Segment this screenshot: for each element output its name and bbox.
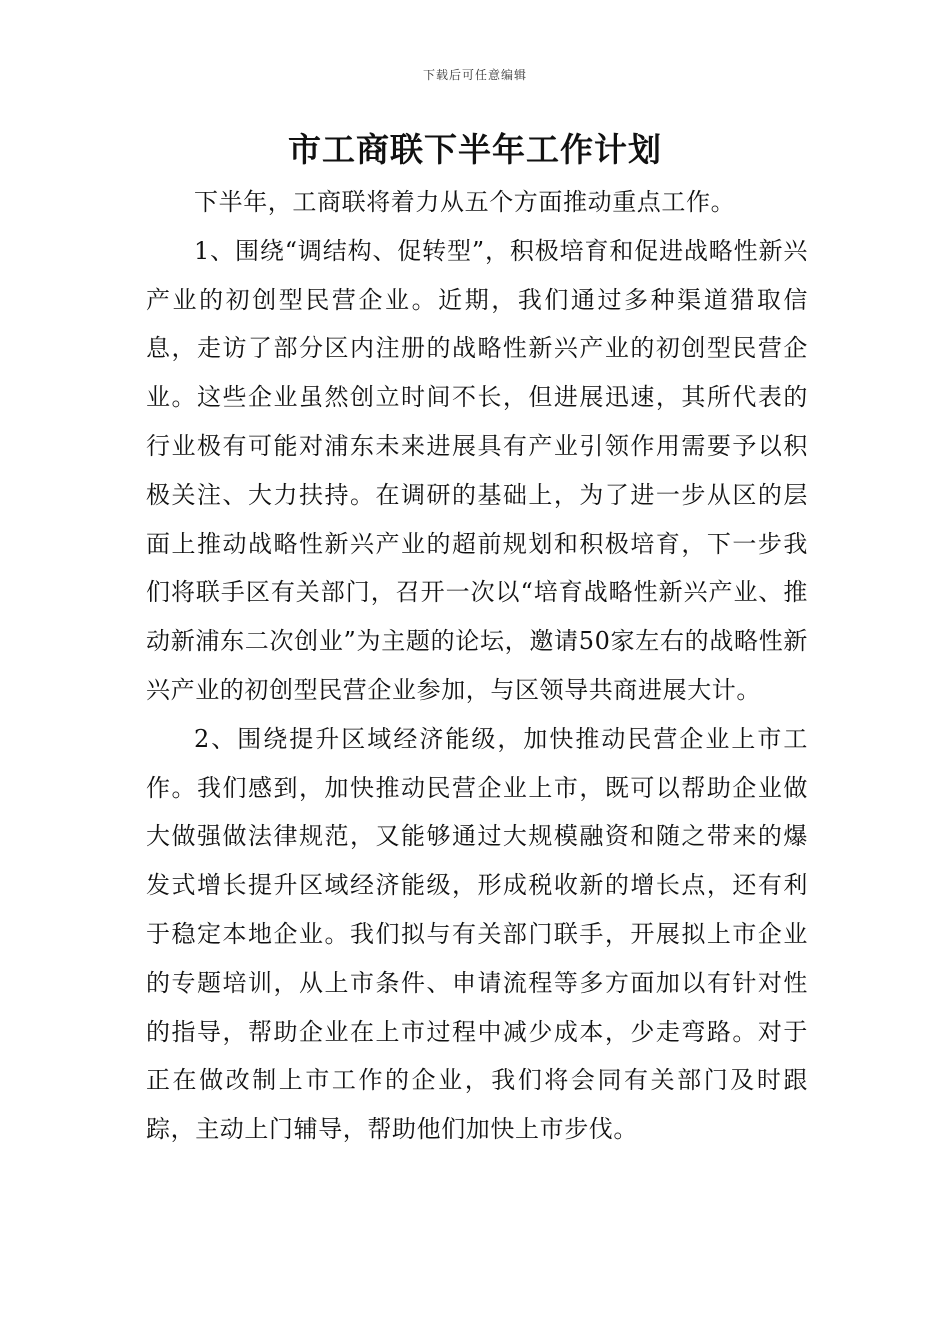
paragraph-intro: 下半年，工商联将着力从五个方面推动重点工作。: [194, 188, 736, 216]
document-body: [146, 178, 808, 1154]
paragraph-item-2: 2、围绕提升区域经济能级，加快推动民营企业上市工作。我们感到，加快推动民营企业上市，既可以帮助企业做大做强做法律规范，又能够通过大规模融资和随之带来的爆发式增长提升区域经济能级，形成税收新的增长点，还有利于稳定本地企业。我们拟与有关部门联手，开展拟上市企业的专题培训，从上市条件、申请流程等多方面加以有针对性的指导，帮助企业在上市过程中减少成本，少走弯路。对于正在做改制上市工作的企业，我们将会同有关部门及时跟踪，主动上门辅导，帮助他们加快上市步伐。: [146, 724, 808, 1144]
header-note: 下载后可任意编辑: [422, 68, 527, 82]
document-title: 市工商联下半年工作计划: [288, 130, 662, 169]
paragraph-item-1: 1、围绕“调结构、促转型”，积极培育和促进战略性新兴产业的初创型民营企业。近期，我们通过多种渠道猎取信息，走访了部分区内注册的战略性新兴产业的初创型民营企业。这些企业虽然创立时间不长，但进展迅速，其所代表的行业极有可能对浦东未来进展具有产业引领作用需要予以积极关注、大力扶持。在调研的基础上，为了进一步从区的层面上推动战略性新兴产业的超前规划和积极培育，下一步我们将联手区有关部门，召开一次以“培育战略性新兴产业、推动新浦东二次创业”为主题的论坛，邀请50家左右的战略性新兴产业的初创型民营企业参加，与区领导共商进展大计。: [146, 236, 808, 704]
